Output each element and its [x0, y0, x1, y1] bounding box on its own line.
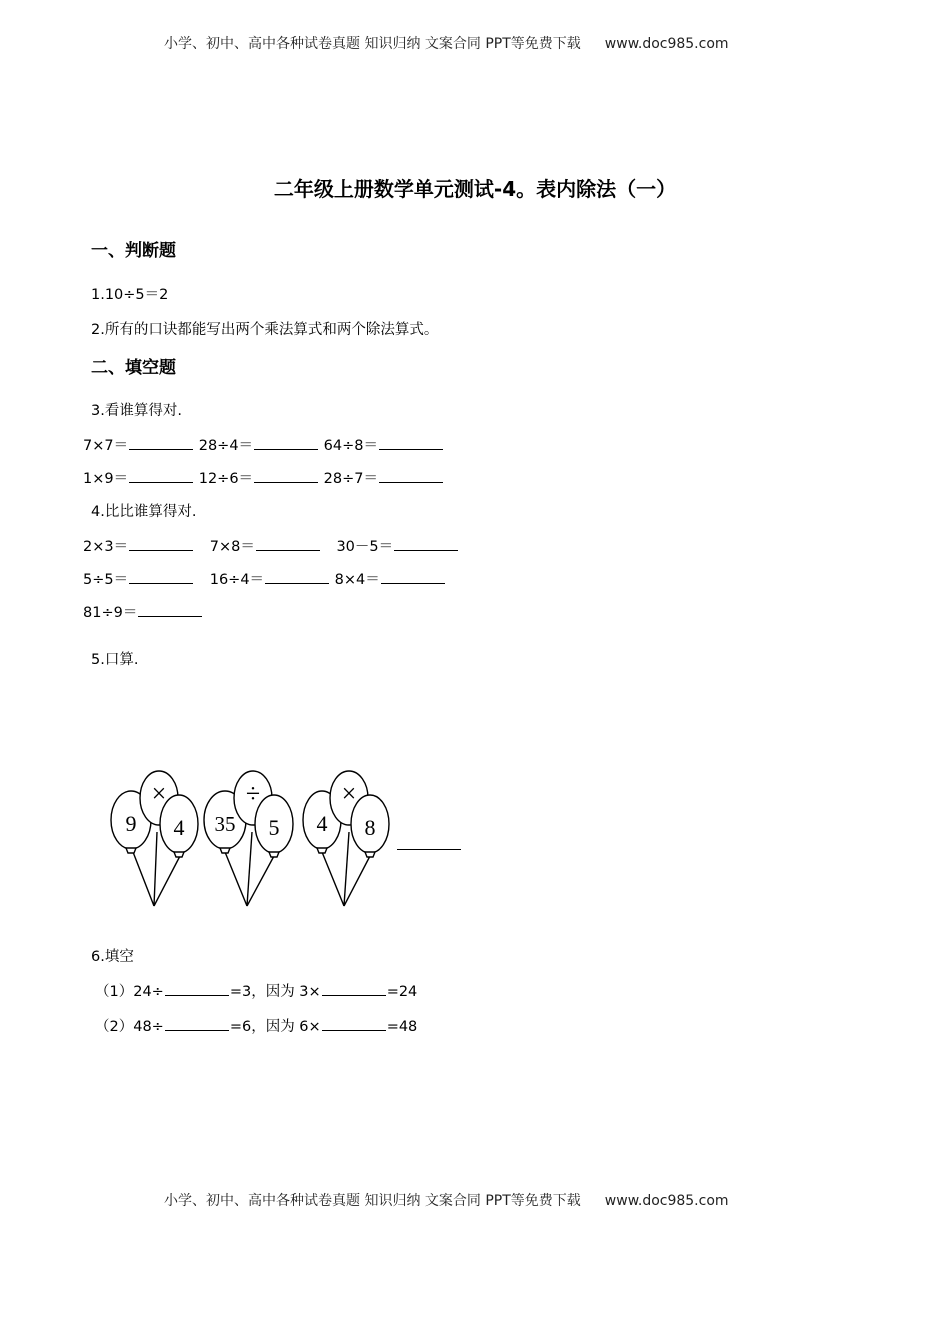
expr: 28÷4＝: [198, 438, 254, 454]
expr: 1×9＝: [83, 471, 129, 487]
expr: 8×4＝: [334, 572, 380, 588]
answer-blank[interactable]: [322, 1018, 386, 1031]
question-4-row-2: [83, 568, 446, 589]
expr: （1）24÷: [95, 984, 164, 1000]
answer-blank[interactable]: [165, 983, 229, 996]
answer-blank[interactable]: [265, 571, 329, 584]
balloon-operator: ×: [151, 779, 167, 808]
balloon-number: 9: [125, 811, 137, 836]
expr: 5÷5＝: [83, 572, 129, 588]
balloon-number: 8: [364, 815, 376, 840]
answer-blank[interactable]: [394, 538, 458, 551]
expr: 64÷8＝: [323, 438, 378, 454]
expr: =48: [386, 1019, 418, 1035]
question-4-prompt: 4.比比谁算得对.: [91, 504, 197, 520]
answer-blank[interactable]: [379, 437, 443, 450]
question-6-prompt: 6.填空: [91, 949, 134, 965]
question-6-line-1: [95, 980, 417, 1001]
question-2: 2.所有的口诀都能写出两个乘法算式和两个除法算式。: [91, 322, 439, 338]
page-header: [164, 33, 729, 53]
page-footer: [164, 1190, 729, 1210]
question-3-row-1: [83, 434, 444, 455]
section-heading-judge: 一、判断题: [91, 241, 176, 261]
answer-blank[interactable]: [379, 470, 443, 483]
answer-blank[interactable]: [138, 604, 202, 617]
header-site: www.doc985.com: [604, 36, 729, 52]
answer-blank[interactable]: [322, 983, 386, 996]
question-5-prompt: 5.口算.: [91, 652, 139, 668]
answer-blank[interactable]: [165, 1018, 229, 1031]
expr: 7×8＝: [209, 539, 255, 555]
question-3-prompt: 3.看谁算得对.: [91, 403, 182, 419]
expr: 12÷6＝: [198, 471, 254, 487]
expr: =3，因为 3×: [229, 984, 321, 1000]
balloon-operator: ÷: [245, 779, 261, 808]
answer-blank[interactable]: [254, 470, 318, 483]
answer-blank[interactable]: [397, 849, 461, 850]
section-heading-fill: 二、填空题: [91, 358, 176, 378]
answer-blank[interactable]: [381, 571, 445, 584]
answer-blank[interactable]: [254, 437, 318, 450]
balloon-group-1: [111, 771, 198, 906]
balloon-group-3: [303, 771, 389, 906]
expr: 81÷9＝: [83, 605, 138, 621]
footer-site: www.doc985.com: [604, 1193, 729, 1209]
expr: =6，因为 6×: [229, 1019, 321, 1035]
header-text: 小学、初中、高中各种试卷真题 知识归纳 文案合同 PPT等免费下载: [164, 36, 581, 52]
question-4-row-3: [83, 601, 203, 622]
answer-blank[interactable]: [129, 437, 193, 450]
expr: 7×7＝: [83, 438, 129, 454]
question-6-line-2: [95, 1015, 417, 1036]
answer-blank[interactable]: [129, 470, 193, 483]
balloon-number: 4: [316, 811, 328, 836]
question-4-row-1: [83, 535, 459, 556]
expr: 30－5＝: [336, 539, 394, 555]
expr: 2×3＝: [83, 539, 129, 555]
balloon-number: 5: [268, 815, 280, 840]
page-title: 二年级上册数学单元测试-4。表内除法（一）: [273, 177, 677, 201]
question-3-row-2: [83, 467, 444, 488]
expr: 16÷4＝: [209, 572, 265, 588]
expr: （2）48÷: [95, 1019, 164, 1035]
question-1: 1.10÷5＝2: [91, 287, 169, 303]
answer-blank[interactable]: [129, 538, 193, 551]
balloon-number: 4: [173, 815, 185, 840]
balloon-group-2: [204, 771, 293, 906]
balloon-number: 35: [214, 812, 236, 836]
answer-blank[interactable]: [129, 571, 193, 584]
balloon-operator: ×: [341, 779, 357, 808]
expr: =24: [386, 984, 418, 1000]
balloon-figure: [104, 760, 404, 910]
footer-text: 小学、初中、高中各种试卷真题 知识归纳 文案合同 PPT等免费下载: [164, 1193, 581, 1209]
expr: 28÷7＝: [323, 471, 378, 487]
answer-blank[interactable]: [256, 538, 320, 551]
